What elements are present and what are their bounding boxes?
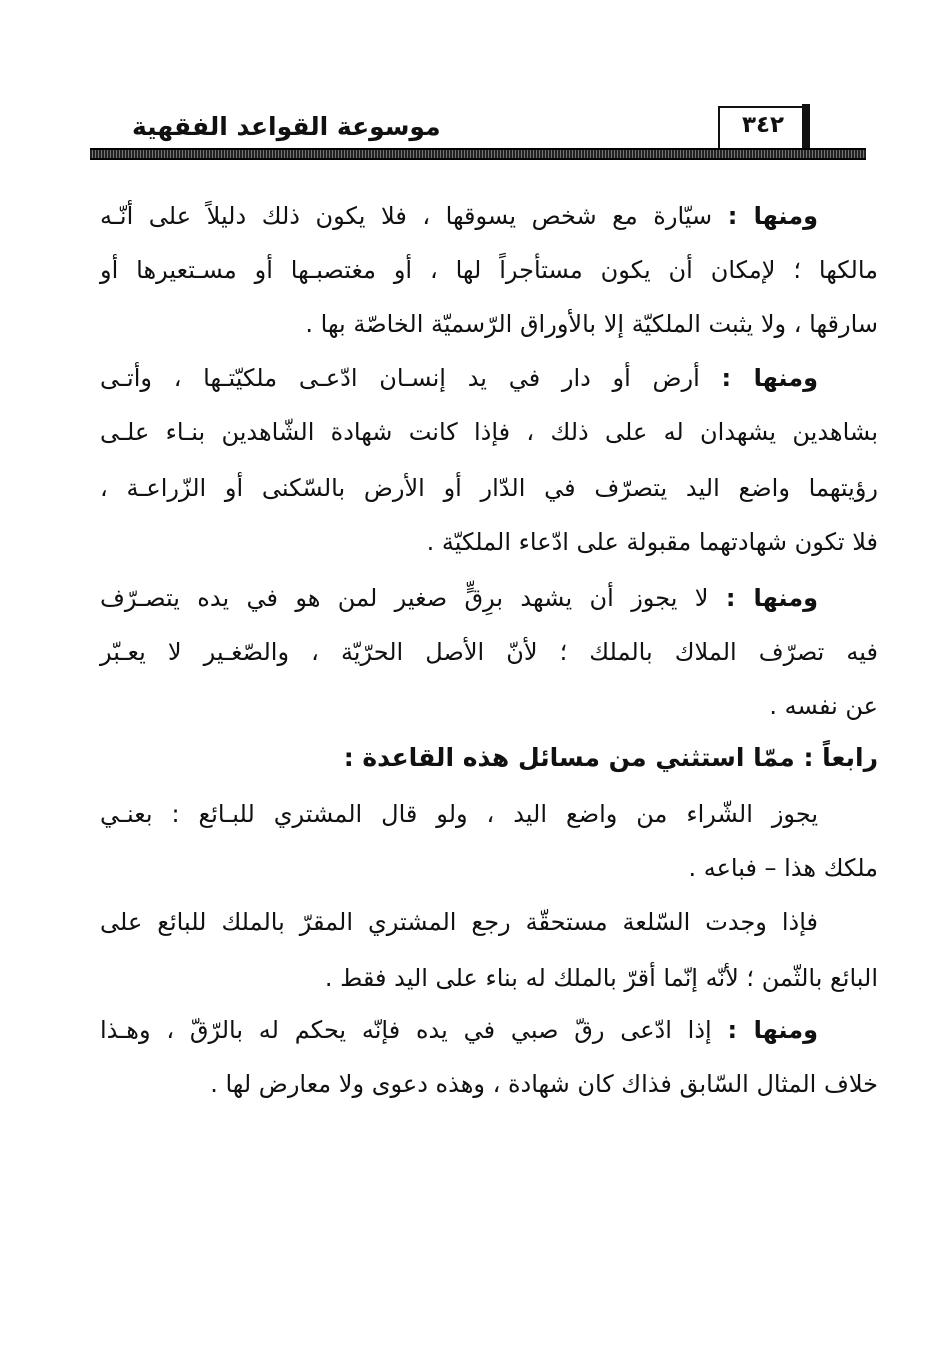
text-line <box>100 1002 878 1058</box>
text-line <box>100 350 878 406</box>
text-line <box>100 570 878 626</box>
line-text: سارقها ، ولا يثبت الملكيّة إلا بالأوراق الرّسميّة الخاصّة بها . <box>305 310 878 338</box>
page-number-box-shadow <box>802 104 810 148</box>
line-text: سيّارة مع شخص يسوقها ، فلا يكون ذلك دليلاً على أنّـه <box>100 202 728 230</box>
line-text: عن نفسه . <box>769 692 878 720</box>
text-line <box>305 296 878 352</box>
line-text: أرض أو دار في يد إنسـان ادّعـى ملكيّتـها ، وأتـى <box>100 364 722 392</box>
book-title: موسوعة القواعد الفقهية <box>132 112 441 141</box>
text-line <box>210 1056 878 1112</box>
text-line <box>100 894 878 950</box>
page-header <box>90 104 866 168</box>
section-heading <box>344 730 878 786</box>
line-text: لا يجوز أن يشهد برِقٍّ صغير لمن هو في يده يتصـرّف <box>100 584 726 612</box>
line-text: إذا ادّعى رقّ صبي في يده فإنّه يحكم له بالرّقّ ، وهـذا <box>100 1016 728 1044</box>
text-line <box>427 514 878 570</box>
text-line <box>769 678 878 734</box>
line-text: فإذا وجدت السّلعة مستحقّة رجع المشتري المقرّ بالملك للبائع على <box>100 908 818 936</box>
line-text: رؤيتهما واضع اليد يتصرّف في الدّار أو الأرض بالسّكنى أو الزّراعـة ، <box>100 474 878 502</box>
line-text: خلاف المثال السّابق فذاك كان شهادة ، وهذه دعوى ولا معارض لها . <box>210 1070 878 1098</box>
page-number-box <box>718 106 808 148</box>
line-text: فلا تكون شهادتهما مقبولة على ادّعاء الملكيّة . <box>426 528 878 556</box>
line-text: يجوز الشّراء من واضع اليد ، ولو قال المشتري للبـائع : بعنـي <box>100 800 818 828</box>
text-line <box>100 188 878 244</box>
line-text: فيه تصرّف الملاك بالملك ؛ لأنّ الأصل الحرّيّة ، والصّغـير لا يعـبّر <box>100 638 878 666</box>
text-line <box>688 840 878 896</box>
page-number: ٣٤٢ <box>741 112 785 138</box>
line-text: ملكك هذا – فباعه . <box>688 854 878 882</box>
text-line <box>100 786 878 842</box>
text-line <box>100 242 878 298</box>
text-line <box>100 624 878 680</box>
body-text <box>100 188 878 1098</box>
paragraph-lead: ومنها : <box>721 364 819 392</box>
text-line <box>100 404 878 460</box>
text-line <box>325 950 878 1006</box>
line-text: البائع بالثّمن ؛ لأنّه إنّما أقرّ بالملك له بناء على اليد فقط . <box>324 964 878 992</box>
header-rule <box>90 148 866 160</box>
line-text: مالكها ؛ لإمكان أن يكون مستأجراً لها ، أو مغتصبـها أو مسـتعيرها أو <box>100 256 878 284</box>
text-line <box>100 460 878 516</box>
paragraph-lead: ومنها : <box>727 202 818 230</box>
paragraph-lead: ومنها : <box>725 584 818 612</box>
heading-text: رابعاً : ممّا استثني من مسائل هذه القاعدة : <box>343 743 878 772</box>
line-text: بشاهدين يشهدان له على ذلك ، فإذا كانت شهادة الشّاهدين بنـاء علـى <box>100 418 878 446</box>
paragraph-lead: ومنها : <box>727 1016 818 1044</box>
